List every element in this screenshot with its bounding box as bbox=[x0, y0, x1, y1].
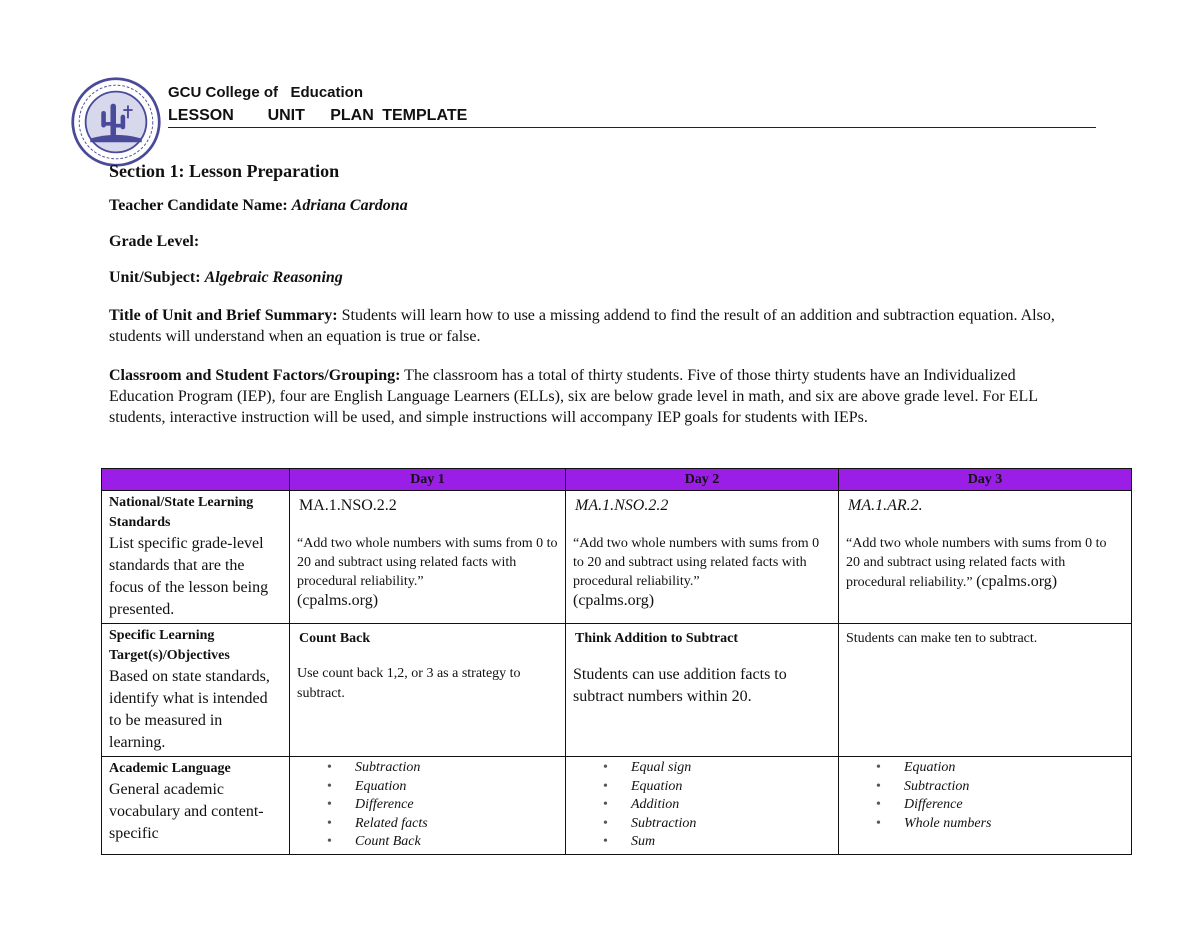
template-title: LESSON UNIT PLAN TEMPLATE bbox=[168, 106, 1096, 128]
list-item: • Related facts bbox=[327, 815, 558, 834]
list-item: • Whole numbers bbox=[876, 815, 1124, 834]
unit-summary-label: Title of Unit and Brief Summary: bbox=[109, 307, 338, 324]
unit-summary-field bbox=[109, 305, 1084, 347]
standard-quote: “Add two whole numbers with sums from 0 to 20 and subtract using related facts with procedural reliability.” bbox=[573, 536, 820, 589]
standard-code: MA.1.AR.2. bbox=[848, 497, 923, 514]
standard-text bbox=[846, 534, 1124, 592]
document-header bbox=[168, 84, 1096, 128]
list-item: • Subtraction bbox=[327, 759, 558, 778]
objective-text: Students can use addition facts to subtract numbers within 20. bbox=[573, 666, 787, 705]
academic-language-day-1 bbox=[290, 757, 566, 855]
standard-source: (cpalms.org) bbox=[976, 573, 1058, 590]
list-item: • Equation bbox=[876, 759, 1124, 778]
list-item: • Sum bbox=[603, 833, 831, 852]
standard-text bbox=[297, 534, 558, 611]
standards-day-1 bbox=[290, 491, 566, 624]
standards-row bbox=[102, 491, 1132, 624]
unit-summary-text: Students will learn how to use a missing addend to find the result of an addition and subtraction equation. Also, students will understand when an equation is true or false. bbox=[109, 307, 1055, 345]
table-header-row bbox=[102, 469, 1132, 491]
list-item: • Equation bbox=[603, 778, 831, 797]
standard-quote: “Add two whole numbers with sums from 0 to 20 and subtract using related facts with procedural reliability.” bbox=[297, 536, 558, 589]
standard-source: (cpalms.org) bbox=[573, 592, 655, 609]
classroom-factors-text: The classroom has a total of thirty students. Five of those thirty students have an Individualized Education Program (IEP), four are English Language Learners (ELLs), six are below grade level in math, and six are above grade level. For ELL students, interactive instruction will be used, and simple instructions will accompany IEP goals for students with IEPs. bbox=[109, 367, 1038, 426]
vocab-list bbox=[573, 759, 831, 852]
standard-text bbox=[573, 534, 831, 611]
unit-subject-label: Unit/Subject: bbox=[109, 269, 201, 286]
standard-code: MA.1.NSO.2.2 bbox=[299, 497, 397, 514]
objective-title: Count Back bbox=[299, 631, 371, 646]
classroom-factors-field bbox=[109, 365, 1084, 428]
objectives-title: Specific Learning Target(s)/Objectives bbox=[109, 628, 230, 663]
university-seal-logo bbox=[70, 76, 162, 168]
objective-text: Students can make ten to subtract. bbox=[846, 631, 1038, 646]
list-item: • Count Back bbox=[327, 833, 558, 852]
standard-source: (cpalms.org) bbox=[297, 592, 379, 609]
grade-level-label: Grade Level: bbox=[109, 233, 200, 250]
objectives-day-2 bbox=[566, 624, 839, 757]
teacher-name-field bbox=[109, 195, 408, 216]
standards-day-2 bbox=[566, 491, 839, 624]
objectives-row-header bbox=[102, 624, 290, 757]
unit-subject-value: Algebraic Reasoning bbox=[204, 269, 343, 286]
classroom-factors-label: Classroom and Student Factors/Grouping: bbox=[109, 367, 401, 384]
academic-language-row-header bbox=[102, 757, 290, 855]
list-item: • Subtraction bbox=[603, 815, 831, 834]
teacher-name-value: Adriana Cardona bbox=[291, 197, 408, 214]
objectives-row bbox=[102, 624, 1132, 757]
header-empty-cell bbox=[102, 469, 290, 491]
standard-quote: “Add two whole numbers with sums from 0 to 20 and subtract using related facts with procedural reliability.” bbox=[846, 536, 1107, 590]
academic-language-day-3 bbox=[839, 757, 1132, 855]
lesson-plan-table bbox=[101, 468, 1132, 855]
college-name: GCU College of Education bbox=[168, 84, 364, 101]
list-item: • Difference bbox=[327, 796, 558, 815]
objective-title: Think Addition to Subtract bbox=[575, 631, 738, 646]
objectives-description: Based on state standards, identify what is intended to be measured in learning. bbox=[109, 668, 270, 751]
header-day-3: Day 3 bbox=[839, 469, 1132, 491]
academic-language-description: General academic vocabulary and content-specific bbox=[109, 781, 264, 842]
teacher-name-label: Teacher Candidate Name: bbox=[109, 197, 288, 214]
standards-day-3 bbox=[839, 491, 1132, 624]
objectives-day-3 bbox=[839, 624, 1132, 757]
unit-subject-field bbox=[109, 267, 343, 288]
vocab-list bbox=[846, 759, 1124, 833]
standards-title: National/State Learning Standards bbox=[109, 495, 254, 530]
list-item: • Difference bbox=[876, 796, 1124, 815]
section-title: Section 1: Lesson Preparation bbox=[109, 161, 340, 181]
list-item: • Addition bbox=[603, 796, 831, 815]
header-day-1: Day 1 bbox=[290, 469, 566, 491]
standards-description: List specific grade-level standards that are the focus of the lesson being presented. bbox=[109, 535, 269, 618]
academic-language-row bbox=[102, 757, 1132, 855]
standard-code: MA.1.NSO.2.2 bbox=[575, 497, 669, 514]
objectives-day-1 bbox=[290, 624, 566, 757]
vocab-list bbox=[297, 759, 558, 852]
academic-language-day-2 bbox=[566, 757, 839, 855]
objective-text: Use count back 1,2, or 3 as a strategy to subtract. bbox=[297, 666, 521, 701]
grade-level-field bbox=[109, 231, 199, 252]
standards-row-header bbox=[102, 491, 290, 624]
list-item: • Equation bbox=[327, 778, 558, 797]
lesson-preparation-section bbox=[109, 159, 1099, 426]
header-day-2: Day 2 bbox=[566, 469, 839, 491]
academic-language-title: Academic Language bbox=[109, 761, 231, 776]
list-item: • Equal sign bbox=[603, 759, 831, 778]
list-item: • Subtraction bbox=[876, 778, 1124, 797]
